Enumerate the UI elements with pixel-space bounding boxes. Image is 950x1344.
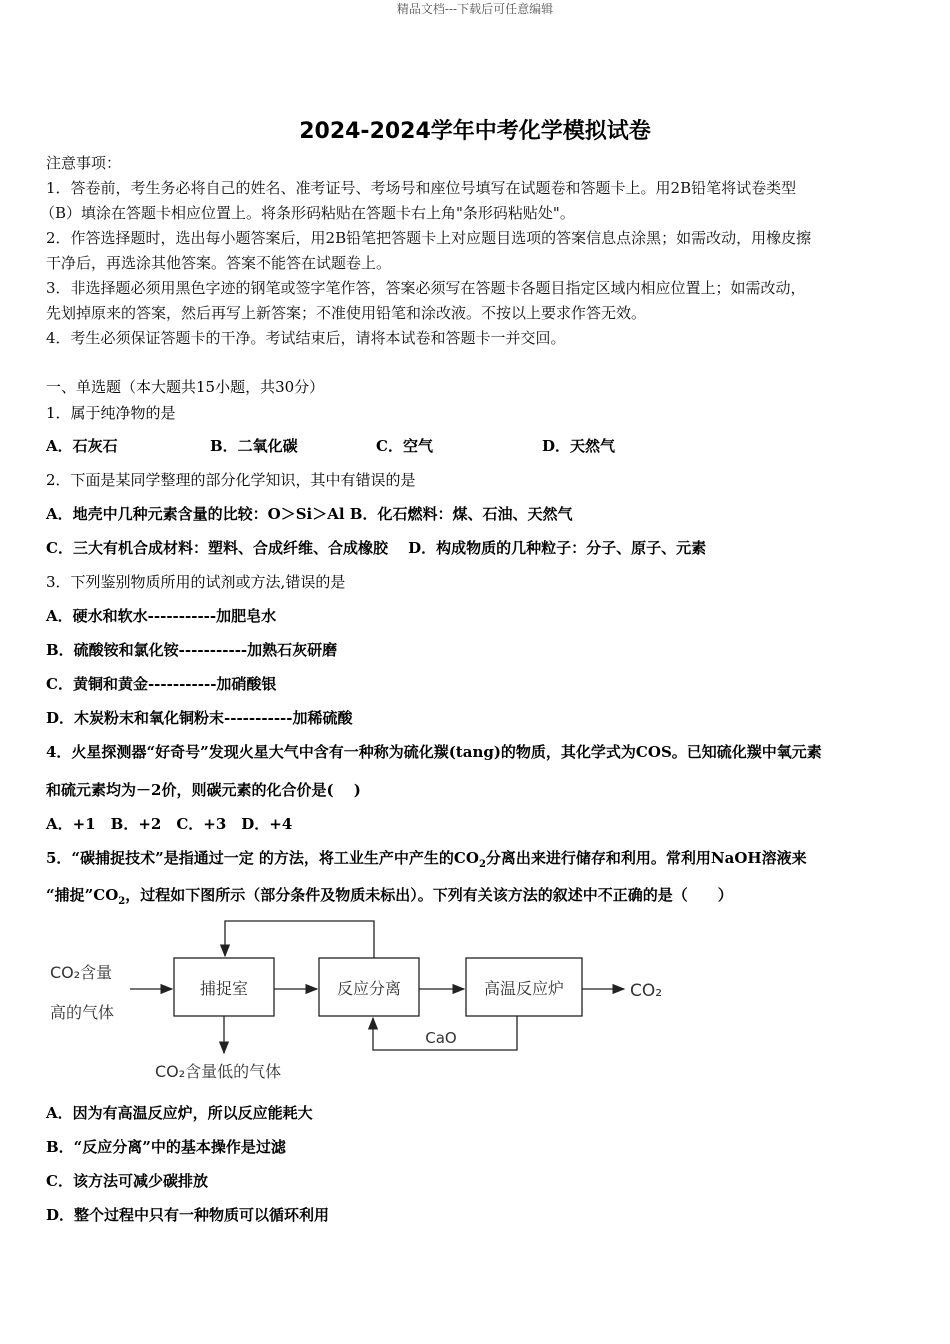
q3-option-d: D．木炭粉末和氧化铜粉末-----------加稀硫酸 [46, 709, 353, 727]
q5-option-a: A．因为有高温反应炉，所以反应能耗大 [46, 1104, 313, 1122]
diagram-low-gas-label: CO₂含量低的气体 [155, 1062, 282, 1081]
q2-options-cd: C．三大有机合成材料：塑料、合成纤维、合成橡胶 D．构成物质的几种粒子：分子、原子、元素 [46, 539, 707, 557]
q5-option-c: C．该方法可减少碳排放 [46, 1172, 208, 1190]
q5-option-d: D．整个过程中只有一种物质可以循环利用 [46, 1206, 330, 1224]
q3-option-c: C．黄铜和黄金-----------加硝酸银 [46, 675, 277, 693]
notes-line: 4．考生必须保证答题卡的干净。考试结束后，请将本试卷和答题卡一并交回。 [46, 329, 566, 347]
diagram-input-label: CO₂含量 [50, 963, 113, 982]
q3-option-b: B．硫酸铵和氯化铵-----------加熟石灰研磨 [46, 641, 338, 659]
q2-stem: 2．下面是某同学整理的部分化学知识，其中有错误的是 [46, 471, 416, 489]
process-diagram [0, 900, 950, 1100]
q1-option-b: B．二氧化碳 [210, 437, 298, 455]
notes-line: 3．非选择题必须用黑色字迹的钢笔或签字笔作答，答案必须写在答题卡各题目指定区域内相应位置上；如需改动， [46, 279, 806, 297]
page-title: 2024-2024学年中考化学模拟试卷 [299, 119, 651, 144]
q1-stem: 1．属于纯净物的是 [46, 404, 176, 422]
diagram-recycle-label: CaO [425, 1029, 457, 1047]
q1-option-d: D．天然气 [542, 437, 616, 455]
q4-options: A．+1 B．+2 C．+3 D．+4 [46, 815, 293, 833]
notes-line: 1．答卷前，考生务必将自己的姓名、准考证号、考场号和座位号填写在试题卷和答题卡上。用2B铅笔将试卷类型 [46, 179, 797, 197]
diagram-box-label: 高温反应炉 [483, 979, 565, 998]
q1-option-a: A．石灰石 [46, 437, 118, 455]
q2-options-ab: A．地壳中几种元素含量的比较：O＞Si＞Al B．化石燃料：煤、石油、天然气 [46, 505, 573, 523]
diagram-input-label: 高的气体 [50, 1003, 115, 1022]
diagram-output-label: CO₂ [630, 981, 663, 1001]
q5-stem-line2: “捕捉$”CO_2$，过程如下图所示（部分条件及物质未标出）。下列有关该方法的叙述中不正确的是（ ） [46, 886, 733, 907]
notes-line: 干净后，再选涂其他答案。答案不能答在试题卷上。 [46, 254, 392, 272]
page-header: 精品文档---下载后可任意编辑 [396, 2, 554, 16]
q4-stem-line2: 和硫元素均为－2价，则碳元素的化合价是( ) [46, 781, 361, 799]
q5-option-b: B．“反应分离”中的基本操作是过滤 [46, 1138, 286, 1156]
notes-line: 2．作答选择题时，选出每小题答案后，用2B铅笔把答题卡上对应题目选项的答案信息点涂黑；如需改动，用橡皮擦 [46, 229, 812, 247]
q4-stem-line1: 4．火星探测器“好奇号”发现火星大气中含有一种称为硫化羰(tang)的物质，其化学式为COS。已知硫化羰中氧元素 [46, 743, 822, 761]
notes-line: 先划掉原来的答案，然后再写上新答案；不准使用铅笔和涂改液。不按以上要求作答无效。 [46, 304, 647, 322]
diagram-box-label: 反应分离 [336, 979, 402, 998]
q3-option-a: A．硬水和软水-----------加肥皂水 [46, 607, 277, 625]
diagram-box-label: 捕捉室 [199, 979, 249, 998]
section-heading: 一、单选题（本大题共15小题，共30分） [46, 378, 325, 396]
q1-option-c: C．空气 [376, 437, 433, 455]
notes-line: （B）填涂在答题卡相应位置上。将条形码粘贴在答题卡右上角"条形码粘贴处"。 [40, 204, 575, 222]
q3-stem: 3．下列鉴别物质所用的试剂或方法,错误的是 [46, 573, 346, 591]
notes-heading: 注意事项： [46, 154, 122, 172]
q5-stem-line1: 5．“碳捕捉技术”是指通过一定 的方法，将工业生产中产生的$CO_2$分离出来进行储存和利用。常利用NaOH溶液来 [46, 849, 807, 870]
